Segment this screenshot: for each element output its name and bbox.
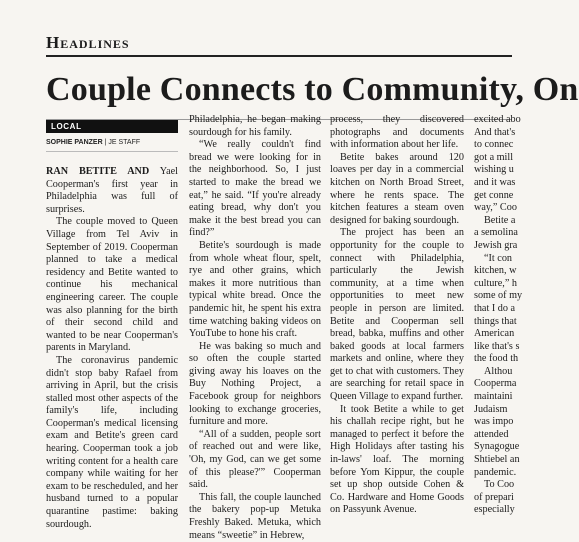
author-name: SOPHIE PANZER: [46, 139, 103, 146]
cropped-line: Synagogue: [474, 441, 520, 453]
cropped-line: that I do a: [474, 302, 516, 314]
paragraph: The project has been an opportunity for the couple to connect with Philadelphia, particularly the Jewish community, at a time when opportunities to meet new people in person are limited. Betite and Cooperman sell bread, babka, muffins and other baked goods at local farmers markets and online, where they get to chat with customers. They are searching for retail space in Queen Village to expand further.: [330, 227, 464, 403]
paragraph: He was baking so much and so often the couple started giving away his loaves on the Buy Nothing Project, a Facebook group for neighbors looking to exchange groceries, furniture and more.: [189, 340, 321, 428]
paragraph: The coronavirus pandemic didn't stop baby Rafael from arriving in April, but the crisis stalled most other aspects of the family's life, including Cooperman's medical licensing exam and Betite's green card hearing. Cooperman took a job writing content for a health care company while waiting for her exam to be rescheduled, and her husband turned to a popular quarantine pastime: baking sourdough.: [46, 354, 178, 530]
article-column-4-cropped: [474, 114, 523, 516]
cropped-line: excited abo: [474, 114, 521, 125]
cropped-line: especially: [474, 504, 515, 516]
cropped-line: wishing u: [474, 164, 514, 176]
byline: [46, 139, 140, 146]
article-column-2: [189, 114, 321, 541]
section-divider: [46, 55, 512, 57]
cropped-line: things that: [474, 315, 517, 327]
paragraph: It took Betite a while to get his challah recipe right, but he managed to perfect it before the High Holidays after tasting his in-laws' loaf. The morning before Yom Kippur, the couple set up shop outside Cohen & Co. Hardware and Home Goods on Passyunk Avenue.: [330, 403, 464, 516]
byline-divider: [46, 151, 178, 152]
paragraph: Betite's sourdough is made from whole wheat flour, spelt, rye and other grains, which makes it more nutritious than typical white bread. Once the pandemic hit, he spent his extra time watching baking videos on YouTube to hone his craft.: [189, 239, 321, 340]
cropped-line: Shtiebel an: [474, 454, 520, 466]
category-tag: LOCAL: [46, 120, 178, 133]
cropped-line: and it was: [474, 176, 516, 188]
article-column-3: [330, 114, 464, 516]
cropped-line: to connec: [474, 139, 514, 151]
cropped-line: way,” Coo: [474, 202, 517, 214]
cropped-line: was impo: [474, 416, 514, 428]
cropped-line: culture,” h: [474, 277, 517, 289]
paragraph: Philadelphia, he began making sourdough for his family.: [189, 114, 321, 138]
cropped-line: “It con: [484, 252, 513, 264]
cropped-line: a semolina: [474, 227, 518, 239]
byline-staff: JE STAFF: [108, 139, 141, 146]
cropped-line: like that's s: [474, 340, 520, 352]
article-column-1: [46, 166, 178, 530]
cropped-line: got a mill: [474, 151, 514, 163]
cropped-line: some of my: [474, 290, 523, 302]
cropped-line: kitchen, w: [474, 265, 517, 277]
paragraph: process, they discovered photographs and documents with information about her life.: [330, 114, 464, 151]
article-headline: Couple Connects to Community, On: [46, 71, 579, 108]
byline-separator: |: [102, 139, 109, 146]
cropped-line: Jewish gra: [474, 239, 518, 251]
cropped-line: of prepari: [474, 491, 514, 503]
cropped-line: Judaism: [474, 403, 508, 415]
paragraph: [46, 166, 178, 216]
cropped-line: pandemic.: [474, 466, 517, 478]
paragraph: This fall, the couple launched the bakery pop-up Metuka Freshly Baked. Metuka, which means “sweetie” in Hebrew,: [189, 491, 321, 541]
cropped-line: get conne: [474, 189, 514, 201]
paragraph: Betite bakes around 120 loaves per day in a commercial kitchen on North Broad Street, where he rents space. The kitchen features a steam oven designed for baking sourdough.: [330, 151, 464, 226]
lead-in: RAN BETITE AND: [46, 166, 150, 177]
cropped-line: And that's: [474, 126, 516, 138]
cropped-line: Betite a: [484, 214, 516, 226]
section-title: Headlines: [46, 33, 130, 52]
cropped-line: attended: [474, 428, 509, 440]
cropped-line: Cooperma: [474, 378, 517, 390]
paragraph-text: Yael Cooperman's first year in Philadelphia was full of surprises.: [46, 166, 178, 215]
cropped-line: To Coo: [484, 479, 515, 491]
paragraph: The couple moved to Queen Village from Tel Aviv in September of 2019. Cooperman planned to take a medical residency and Betite wanted to continue his mechanical engineering career. The couple was also planning for the birth of their second child and wanted to be near Cooperman's parents in Maryland.: [46, 216, 178, 354]
cropped-line: maintaini: [474, 391, 513, 403]
cropped-line: Althou: [484, 365, 513, 377]
paragraph: “We really couldn't find bread we were looking for in the neighborhood. So, I just started to make the bread we eat,” he said. “If you're already eating bread, why don't you make it the best bread you can find?”: [189, 139, 321, 239]
cropped-line: the food th: [474, 353, 519, 365]
cropped-line: American: [474, 328, 515, 340]
paragraph: “All of a sudden, people sort of reached out and were like, 'Oh, my God, can we get some of this please?'” Cooperman said.: [189, 428, 321, 491]
